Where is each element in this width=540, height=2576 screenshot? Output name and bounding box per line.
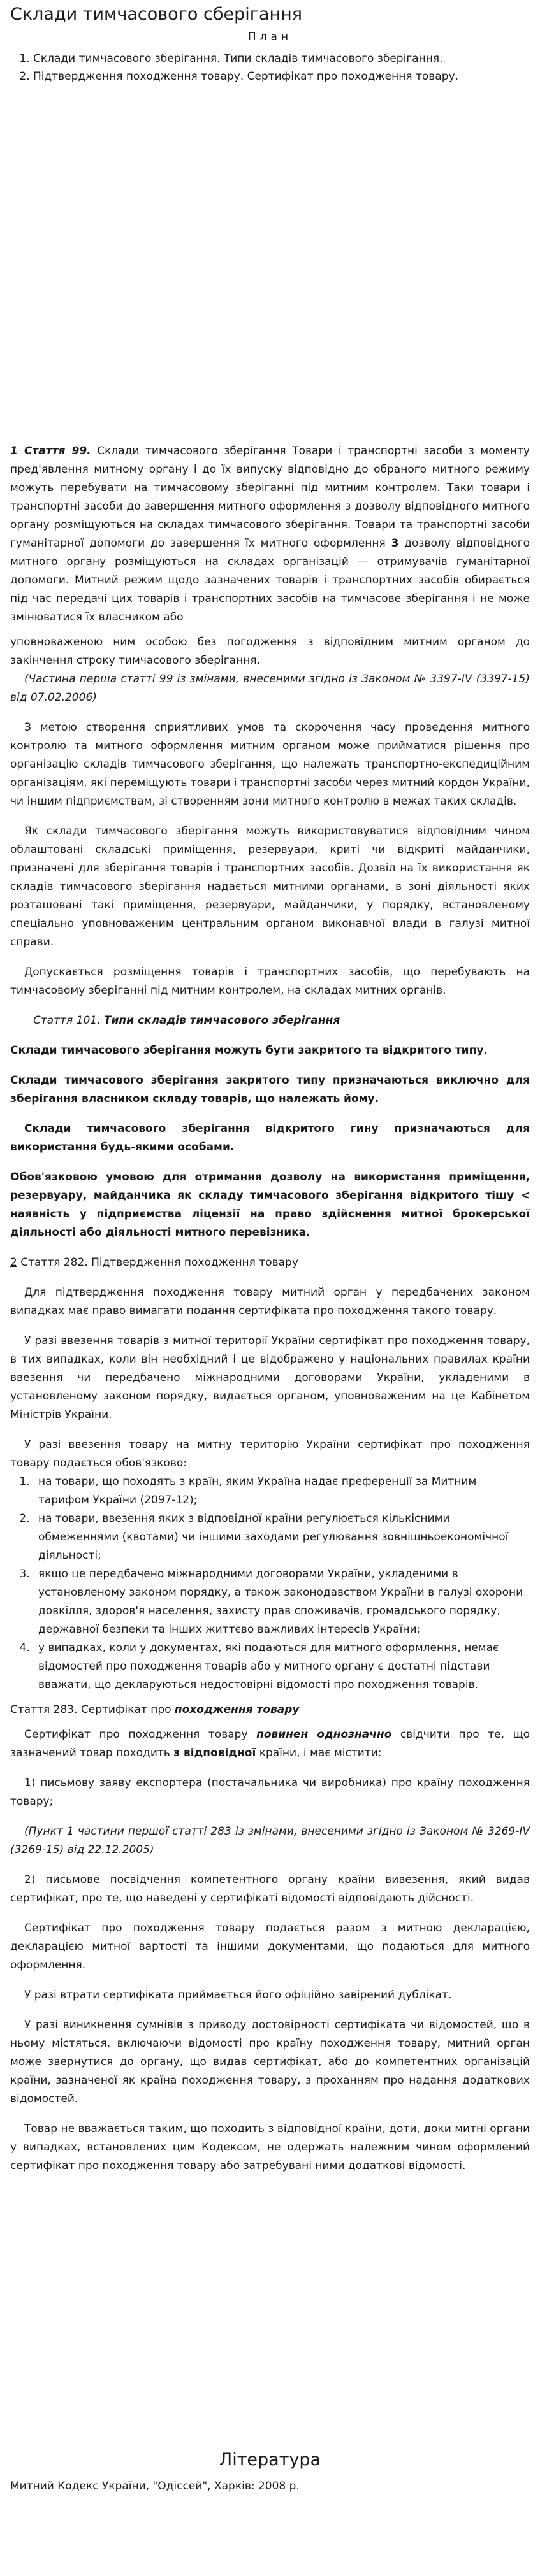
amendment-note: (Частина перша статті 99 із змінами, внесеними згідно із Законом № 3397-IV (3397-15) від 07.02.2006): [10, 673, 530, 704]
paragraph: Як склади тимчасового зберігання можуть використовуватися відповідним чином облаштовані складські приміщення, резервуари, криті чи відкриті майданчики, призначені для зберігання товарів і транспортних засобів. Дозвіл на їх використання як складів тимчасового зберігання надається митними органами, в зоні діяльності яких розташовані такі приміщення, резервуари, майданчики, у порядку, встановленому спеціально уповноваженим центральним органом виконавчої влади в галузі митної справи.: [10, 825, 530, 948]
footnote-number: 2: [10, 1256, 17, 1269]
paragraph: У разі втрати сертифіката приймається його офіційно завірений дублікат.: [24, 1989, 452, 2001]
plan-heading: План: [247, 31, 293, 43]
paragraph: З метою створення сприятливих умов та скорочення часу проведення митного контролю та митного оформлення митним органом може прийматися рішення про організацію складів тимчасового зберігання, що належать транспортно-експедиційним організаціям, які переміщують товари і транспортні засоби через митний кордон України, чи іншим підприємствам, зі створенням зони митного контролю в межах таких складів.: [10, 721, 530, 808]
document-title: Склади тимчасового сберігання: [10, 4, 303, 24]
bold-paragraph: Склади тимчасового зберігання можуть бути закритого та відкритого типу.: [10, 1044, 488, 1057]
bold-paragraph: Склади тимчасового зберігання відкритого гину призначаються для використання будь-якими особами.: [10, 1122, 530, 1154]
article-101-heading: Стаття 101. Типи складів тимчасового зберігання: [33, 1014, 340, 1027]
list-item: 3. якщо це передбачено міжнародними договорами України, укладеними в установленому законом порядку, а також законодавством України в галузі охорони довкілля, здоров'я населення, захисту прав споживачів, громадського порядку, державної безпеки та інших життєво важливих інтересів України;: [33, 1565, 530, 1639]
article-heading: Стаття 99.: [24, 445, 91, 457]
bold-paragraph: Склади тимчасового зберігання закритого типу призначаються виключно для зберігання власником складу товарів, що належать йому.: [10, 1074, 530, 1105]
article-99: 1 Стаття 99. Склади тимчасового зберігання Товари і транспортні засоби з моменту пред'явлення митному органу і до їх випуску відповідно до обраного митного режиму можуть перебувати на тимчасовому зберіганні під митним контролем. Таки товари і транспортні засоби до завершення митного оформлення з дозволу відповідного митного органу розміщуються на складах тимчасового зберігання. Товари та транспортні засоби гуманітарної допомоги до завершення їх митного оформлення 3 дозволу відповідного митного органу розміщуються на складах організацій — отримувачів гуманітарної допомоги. Митний режим щодо зазначених товарів і транспортних засобів обирається під час передачі цих товарів і транспортних засобів на тимчасове зберігання і не може змінюватися їх власником або: [10, 445, 530, 624]
paragraph: У разі виникнення сумнівів з приводу достовірності сертифіката чи відомостей, що в ньому містяться, включаючи відомості про країну походження товару, митний орган може звернутися до органу, що видав сертифікат, або до компетентних організацій країни, зазначеної як країна походження товару, з проханням про надання додаткових відомостей.: [10, 2019, 530, 2105]
paragraph: Для підтвердження походження товару митний орган у передбачених законом випадках має право вимагати подання сертифіката про походження такого товару.: [10, 1286, 530, 1317]
paragraph: У разі ввезення товару на митну територію України сертифікат про походження товару подається обов'язково:: [10, 1438, 530, 1470]
paragraph: Сертифікат про походження товару повинен однозначно свідчити про те, що зазначений товар походить з відповідної країни, і має містити:: [10, 1728, 530, 1759]
list-item: 2. на товари, ввезення яких з відповідної країни регулюється кількісними обмеженнями (квотами) чи іншими заходами регулювання зовнішньоекономічної діяльності;: [33, 1510, 530, 1565]
paragraph: Товар не вважається таким, що походить з відповідної країни, доти, доки митні органи у випадках, встановлених цим Кодексом, не одержать належним чином оформлений сертифікат про походження товару або затребувані ними додаткові відомості.: [10, 2122, 530, 2172]
list-item: 1. на товари, що походять з країн, яким Україна надає преференції за Митним тарифом України (2097-12);: [33, 1473, 530, 1510]
paragraph: Допускається розміщення товарів і транспортних засобів, що перебувають на тимчасовому зберіганні під митним контролем, на складах митних органів.: [10, 966, 530, 997]
blank-space: [10, 2175, 530, 2449]
list-item: 4. у випадках, коли у документах, які подаються для митного оформлення, немає відомостей про походження товарів або у митного органу є достатні підстави вважати, що декларуються недостовірні відомості про походження товарів.: [33, 1639, 530, 1694]
conditions-list: [10, 1473, 530, 1694]
reference-item: Митний Кодекс України, "Одіссей", Харків: 2008 р.: [10, 2480, 300, 2493]
paragraph: 1) письмову заяву експортера (постачальника чи виробника) про країну походження товару;: [10, 1777, 530, 1808]
bold-paragraph: Обов'язковою умовою для отримання дозволу на використання приміщення, резервуару, майданчика як складу тимчасового зберігання відкритого тішу < наявність у підприємства ліцензії на право здійснення митної брокерської діяльності або діяльності митного перевізника.: [10, 1171, 530, 1239]
paragraph: 2) письмове посвідчення компетентного органу країни вивезення, який видав сертифікат, про те, що наведені у сертифікаті відомості відповідають дійсності.: [10, 1873, 530, 1905]
plan-list: [10, 50, 530, 85]
references-heading: Література: [219, 2450, 321, 2470]
paragraph: У разі ввезення товарів з митної території України сертифікат про походження товару, в тих випадках, коли він необхідний і це відображено у національних правилах країни ввезення чи передбачено міжнародними договорами України, укладеними в установленому законом порядку, видається органом, уповноваженим на це Кабінетом Міністрів України.: [10, 1335, 530, 1421]
footnote-number: 1: [10, 445, 18, 457]
paragraph: Сертифікат про походження товару подається разом з митною декларацією, декларацією митної вартості та іншими документами, що подаються для митного оформлення.: [10, 1922, 530, 1971]
plan-item: 2. Підтвердження походження товару. Сертифікат про походження товару.: [33, 68, 530, 85]
blank-space: [10, 85, 530, 442]
article-283-heading: Стаття 283. Сертифікат про походження товару: [10, 1703, 300, 1716]
article-282-heading: 2 Стаття 282. Підтвердження походження товару: [10, 1256, 298, 1269]
plan-item: 1. Склади тимчасового зберігання. Типи складів тимчасового зберігання.: [33, 50, 530, 68]
amendment-note: (Пункт 1 частини першої статті 283 із змінами, внесеними згідно із Законом № 3269-IV (3269-15) від 22.12.2005): [10, 1825, 530, 1856]
article-99-cont: уповноваженою ним особою без погодження з відповідним митним органом до закінчення строку тимчасового зберігання.: [10, 636, 530, 667]
